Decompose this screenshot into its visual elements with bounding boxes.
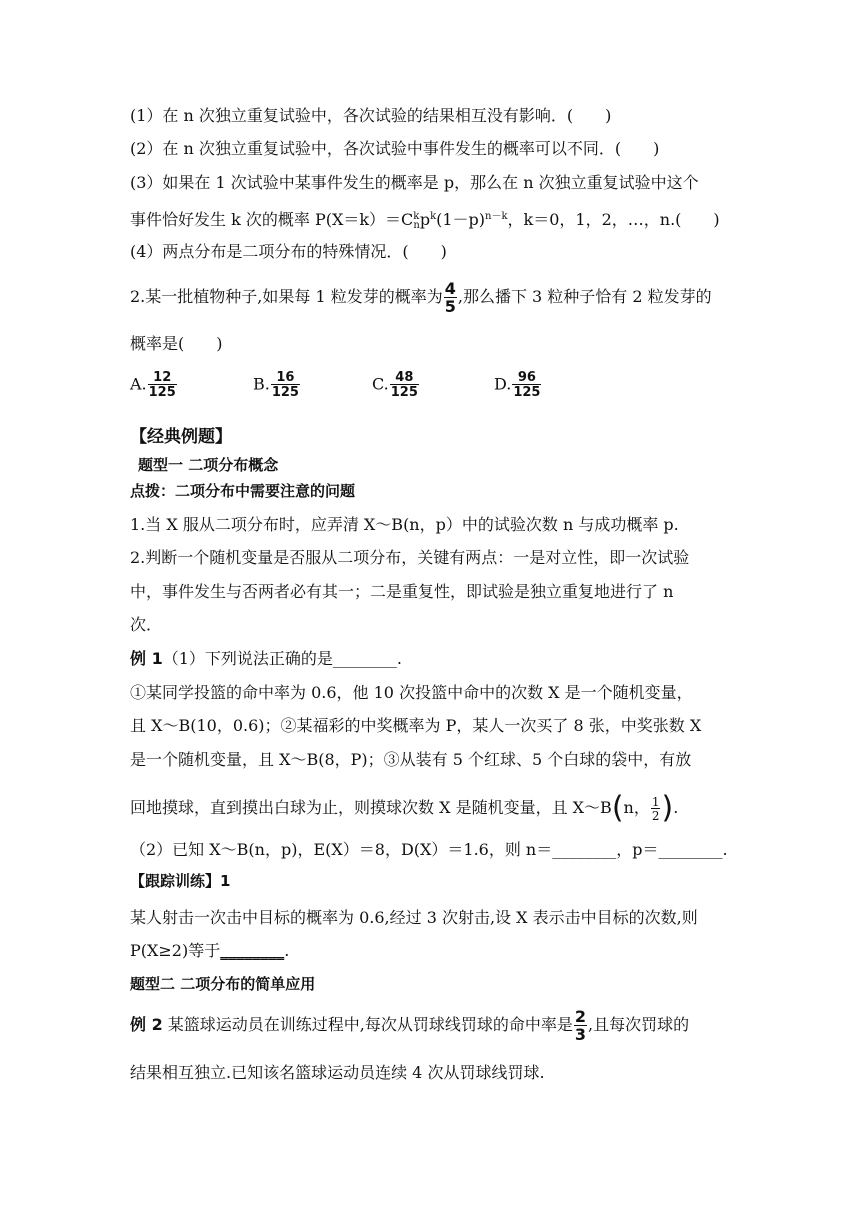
type-2-heading: 题型二 二项分布的简单应用 — [130, 975, 316, 993]
tip-item-1: 1.当 X 服从二项分布时，应弄清 X～B(n，p）中的试验次数 n 与成功概率 p. — [130, 515, 679, 534]
fraction — [574, 1006, 587, 1044]
tip-item-2-line-1: 2.判断一个随机变量是否服从二项分布，关键有两点：一是对立性，即一次试验 — [130, 548, 690, 567]
formula-text: (1－p) — [436, 210, 486, 229]
fraction-numerator: 2 — [574, 1006, 587, 1026]
fraction-numerator: 16 — [276, 370, 295, 385]
fraction-denominator: 125 — [390, 385, 418, 400]
fraction — [390, 371, 419, 399]
judgment-item-3-line-2 — [130, 206, 760, 237]
judgment-item-3-line-1: (3）如果在 1 次试验中某事件发生的概率是 p，那么在 n 次独立重复试验中这个 — [130, 173, 699, 192]
tip-item-2-line-2: 中，事件发生与否两者必有其一；二是重复性，即试验是独立重复地进行了 n — [130, 582, 674, 601]
formula-text: ，k＝0，1，2，…，n.( ) — [507, 210, 720, 229]
tracking-line-1: 某人射击一次击中目标的概率为 0.6,经过 3 次射击,设 X 表示击中目标的次数,则 — [130, 908, 698, 927]
left-bracket: ( — [611, 790, 624, 826]
tracking-text: P(X≥2)等于 — [130, 941, 221, 960]
question-2-line-1 — [130, 278, 760, 316]
question-2-line-2: 概率是( ) — [130, 334, 223, 353]
fraction-numerator: 4 — [444, 278, 456, 298]
choice-label: C. — [372, 374, 389, 394]
judgment-item-2: (2）在 n 次独立重复试验中，各次试验中事件发生的概率可以不同．( ) — [130, 139, 660, 158]
example-1-line-1 — [130, 648, 760, 670]
judgment-item-1: (1）在 n 次独立重复试验中，各次试验的结果相互没有影响．( ) — [130, 106, 612, 125]
example-1-text: . — [673, 798, 679, 817]
fraction-numerator: 48 — [395, 370, 414, 385]
example-1-line-6: （2）已知 X～B(n，p)，E(X）＝8，D(X）＝1.6，则 n＝________，p＝________. — [130, 840, 728, 859]
fraction — [444, 278, 457, 316]
example-2-text: 某篮球运动员在训练过程中,每次从罚球线罚球的命中率是 — [162, 1015, 573, 1034]
question-2-text: ,那么播下 3 粒种子恰有 2 粒发芽的 — [457, 287, 712, 306]
formula-sup: k — [413, 211, 420, 222]
example-1-line-4: 是一个随机变量，且 X～B(8，P)；③从装有 5 个红球、5 个白球的袋中，有放 — [130, 750, 692, 769]
example-2-line-2: 结果相互独立.已知该名篮球运动员连续 4 次从罚球线罚球. — [130, 1063, 545, 1082]
choice-a — [130, 371, 178, 399]
fraction-numerator: 96 — [517, 370, 536, 385]
choice-label: A. — [130, 374, 147, 394]
judgment-item-4: (4）两点分布是二项分布的特殊情况．( ) — [130, 242, 447, 261]
example-1-line-2: ①某同学投篮的命中率为 0.6，他 10 次投篮中命中的次数 X 是一个随机变量， — [130, 683, 693, 702]
tip-heading: 点拨：二项分布中需要注意的问题 — [130, 482, 356, 500]
choice-label: B. — [253, 374, 270, 394]
choice-c — [372, 371, 420, 399]
fraction-denominator: 2 — [651, 808, 660, 823]
fraction-denominator: 125 — [148, 385, 176, 400]
tracking-heading: 【跟踪训练】1 — [130, 872, 231, 890]
binomial-n: n， — [623, 798, 650, 817]
choice-label: D. — [494, 374, 512, 394]
type-1-heading: 题型一 二项分布概念 — [138, 456, 279, 474]
fraction — [271, 371, 300, 399]
example-1-label: 例 1 — [130, 649, 163, 668]
formula-text: p — [419, 210, 431, 229]
fraction-denominator: 5 — [444, 296, 456, 316]
section-heading: 【经典例题】 — [130, 427, 232, 447]
formula-text: 事件恰好发生 k 次的概率 P(X＝k）＝C — [130, 210, 414, 229]
example-2-label: 例 2 — [130, 1015, 163, 1034]
example-1-text: 回地摸球，直到摸出白球为止，则摸球次数 X 是随机变量，且 X～B — [130, 798, 612, 817]
question-2-text: 2.某一批植物种子,如果每 1 粒发芽的概率为 — [130, 287, 443, 306]
example-1-line-5 — [130, 788, 760, 828]
example-2-line-1 — [130, 1005, 760, 1045]
fraction-numerator: 12 — [153, 370, 172, 385]
fraction — [512, 371, 541, 399]
fraction-denominator: 125 — [513, 385, 541, 400]
fraction-denominator: 125 — [271, 385, 299, 400]
example-1-line-3: 且 X～B(10，0.6)；②某福彩的中奖概率为 P，某人一次买了 8 张，中奖张数 X — [130, 716, 702, 735]
fraction-denominator: 3 — [574, 1024, 587, 1044]
formula-sup: n－k — [485, 211, 508, 222]
answer-blank: ________ — [220, 941, 285, 960]
choice-d — [494, 371, 542, 399]
formula-sup: k — [430, 211, 437, 222]
example-1-text: （1）下列说法正确的是________. — [162, 649, 402, 668]
right-bracket: ) — [661, 790, 674, 826]
tracking-text: . — [284, 941, 290, 960]
fraction — [651, 796, 661, 822]
fraction-numerator: 1 — [651, 794, 660, 809]
tip-item-2-line-3: 次． — [130, 615, 163, 634]
tracking-line-2 — [130, 940, 760, 962]
formula-sub: n — [413, 220, 420, 231]
example-2-text: ,且每次罚球的 — [588, 1015, 690, 1034]
choice-b — [253, 371, 301, 399]
fraction — [148, 371, 177, 399]
